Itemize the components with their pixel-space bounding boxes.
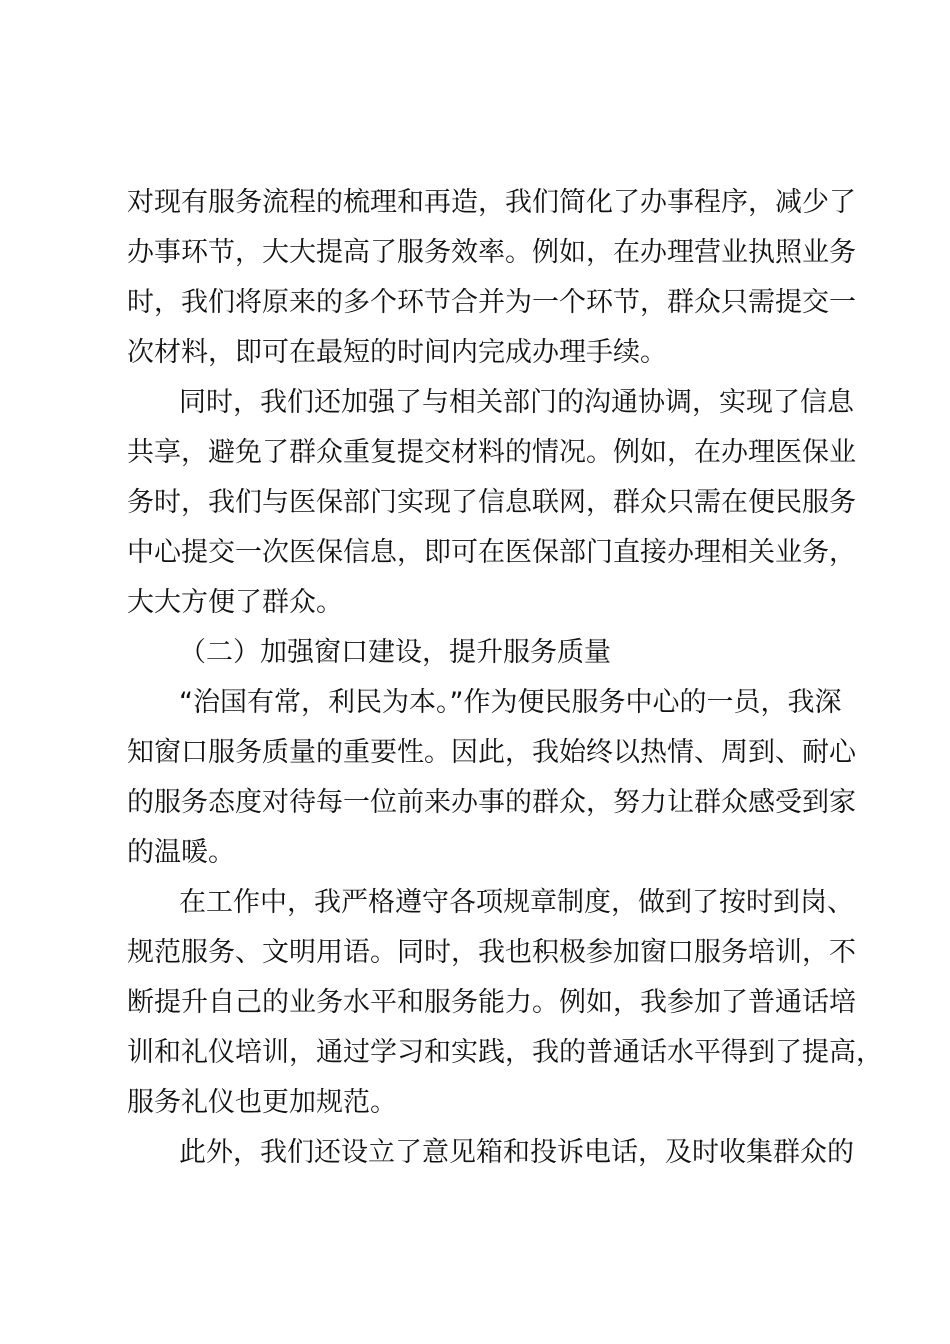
text-line: 规范服务、文明用语。同时，我也积极参加窗口服务培训，不 xyxy=(127,937,856,968)
paragraph-start-line: 在工作中，我严格遵守各项规章制度，做到了按时到岗、 xyxy=(179,887,854,918)
text-line: 断提升自己的业务水平和服务能力。例如，我参加了普通话培 xyxy=(127,987,856,1018)
text-line: 次材料，即可在最短的时间内完成办理手续。 xyxy=(127,337,667,368)
text-line: 务时，我们与医保部门实现了信息联网，群众只需在便民服务 xyxy=(127,487,856,518)
text-line: 共享，避免了群众重复提交材料的情况。例如，在办理医保业 xyxy=(127,437,856,468)
text-line: 中心提交一次医保信息，即可在医保部门直接办理相关业务， xyxy=(127,537,856,568)
paragraph-start-line: 此外，我们还设立了意见箱和投诉电话，及时收集群众的 xyxy=(179,1137,854,1168)
text-line: 训和礼仪培训，通过学习和实践，我的普通话水平得到了提高， xyxy=(127,1037,883,1068)
text-line: 服务礼仪也更加规范。 xyxy=(127,1087,397,1118)
text-line: 知窗口服务质量的重要性。因此，我始终以热情、周到、耐心 xyxy=(127,737,856,768)
document-body xyxy=(127,178,883,1178)
text-line: 办事环节，大大提高了服务效率。例如，在办理营业执照业务 xyxy=(127,237,856,268)
text-line: 对现有服务流程的梳理和再造，我们简化了办事程序，减少了 xyxy=(127,187,856,218)
paragraph-start-line: 同时，我们还加强了与相关部门的沟通协调，实现了信息 xyxy=(179,387,854,418)
text-line: 大大方便了群众。 xyxy=(127,587,343,618)
section-heading: （二）加强窗口建设，提升服务质量 xyxy=(179,637,611,668)
text-line: 时，我们将原来的多个环节合并为一个环节，群众只需提交一 xyxy=(127,287,856,318)
text-line: 的服务态度对待每一位前来办事的群众，努力让群众感受到家 xyxy=(127,787,856,818)
text-line: 的温暖。 xyxy=(127,837,235,868)
paragraph-start-line: “治国有常，利民为本。”作为便民服务中心的一员，我深 xyxy=(179,687,842,718)
